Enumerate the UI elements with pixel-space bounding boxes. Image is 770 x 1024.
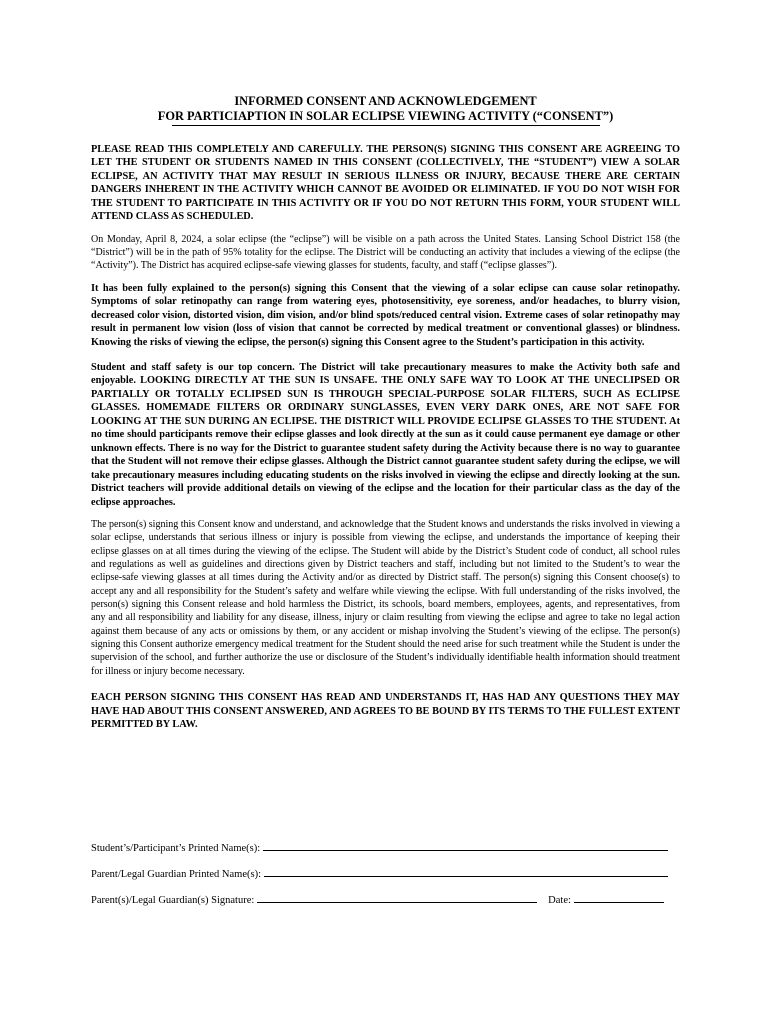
student-name-row — [91, 840, 668, 856]
safety-paragraph: Student and staff safety is our top concern. The District will take precautionary measures to make the Activity both safe and enjoyable. LOOKING DIRECTLY AT THE SUN IS UNSAFE. THE ONLY SAFE WAY TO LOOK AT THE UNECLIPSED OR PARTIALLY OR TOTALLY ECLIPSED SUN IS THROUGH SPECIAL-PURPOSE SOLAR FILTERS, SUCH AS ECLIPSE GLASSES. HOMEMADE FILTERS OR ORDINARY SUNGLASSES, EVEN VERY DARK ONES, ARE NOT SAFE FOR LOOKING AT THE SUN DURING AN ECLIPSE. THE DISTRICT WILL PROVIDE ECLIPSE GLASSES TO THE STUDENT. At no time should participants remove their eclipse glasses and look directly at the sun as it could cause permanent eye damage or other unknown effects. There is no way for the District to guarantee student safety during the Activity because there is no way to guarantee that the Student will not remove their eclipse glasses. Although the District cannot guarantee student safety during the eclipse, we will take precautionary measures including educating students on the risks involved in viewing the eclipse and directly looking at the sun. District teachers will provide additional details on viewing of the eclipse and the location for their particular class as the day of the eclipse approaches. — [91, 362, 680, 508]
release-paragraph: The person(s) signing this Consent know and understand, and acknowledge that the Student knows and understands the risks involved in viewing a solar eclipse, understands that serious illness or injury is possible from viewing the eclipse, and understands the importance of keeping their eclipse glasses on at all times during the viewing of the eclipse. The Student will abide by the District’s Student code of conduct, all school rules and regulations as well as guidelines and directions given by District teachers and staff, including but not limited to the Student’s to wear the eclipse-safe viewing glasses at all times during the Activity and/or as directed by District staff. The person(s) signing this Consent choose(s) to accept any and all responsibility for the Student’s safety and welfare while viewing the eclipse. With full understanding of the risks involved, the person(s) signing this Consent release and hold harmless the District, its schools, board members, employees, agents, and representatives, from any and all responsibility and liability for any disease, illness, injury or claim resulting from viewing the eclipse and agree to take no legal action against them because of any acts or omissions by them, or any accident or mishap involving the Student’s viewing of the eclipse. The person(s) signing this Consent authorize emergency medical treatment for the Student should the need arise for such treatment while the Student is under the supervision of the school, and further authorize the use or disclosure of the Student’s individually identifiable health information should treatment for illness or injury become necessary. — [91, 519, 680, 677]
title-rule — [172, 125, 600, 126]
eclipse-info-paragraph: On Monday, April 8, 2024, a solar eclipse (the “eclipse”) will be visible on a path across the United States. Lansing School District 158 (the “District”) will be in the path of 95% totality for the eclipse. The District will be conducting an activity that includes a viewing of the eclipse (the “Activity”). The District has acquired eclipse-safe viewing glasses for students, faculty, and staff (“eclipse glasses”). — [91, 233, 680, 272]
student-name-label: Student’s/Participant’s Printed Name(s): — [91, 843, 261, 854]
guardian-name-label: Parent/Legal Guardian Printed Name(s): — [91, 869, 261, 880]
date-label: Date: — [548, 895, 571, 906]
signature-row — [91, 892, 664, 908]
warning-paragraph: PLEASE READ THIS COMPLETELY AND CAREFULLY. THE PERSON(S) SIGNING THIS CONSENT ARE AGREEING TO LET THE STUDENT OR STUDENTS NAMED IN THIS CONSENT (COLLECTIVELY, THE “STUDENT”) VIEW A SOLAR ECLIPSE, AN ACTIVITY THAT MAY RESULT IN SERIOUS ILLNESS OR INJURY, BECAUSE THERE ARE CERTAIN DANGERS INHERENT IN THE ACTIVITY WHICH CANNOT BE AVOIDED OR ELIMINATED. IF YOU DO NOT WISH FOR THE STUDENT TO PARTICIPATE IN THIS ACTIVITY OR IF YOU DO NOT RETURN THIS FORM, YOUR STUDENT WILL ATTEND CLASS AS SCHEDULED. — [91, 144, 680, 223]
consent-document — [91, 94, 680, 906]
title-line-2: FOR PARTICIAPTION IN SOLAR ECLIPSE VIEWING ACTIVITY (“CONSENT”) — [157, 109, 614, 123]
signature-label: Parent(s)/Legal Guardian(s) Signature: — [91, 895, 255, 906]
signature-field[interactable] — [257, 892, 537, 903]
student-name-field[interactable] — [263, 840, 668, 851]
retinopathy-paragraph: It has been fully explained to the person(s) signing this Consent that the viewing of a solar eclipse can cause solar retinopathy. Symptoms of solar retinopathy can range from watering eyes, photosensitivity, eye soreness, and/or headaches, to blurry vision, decreased color vision, distorted vision, dim vision, and/or blind spots/reduced central vision. Extreme cases of solar retinopathy may result in permanent low vision (loss of vision that cannot be corrected by medical treatment or conventional glasses) or blindness. Knowing the risks of viewing the eclipse, the person(s) signing this Consent agree to the Student’s participation in this activity. — [91, 282, 680, 348]
title-line-1: INFORMED CONSENT AND ACKNOWLEDGEMENT — [234, 94, 537, 108]
guardian-name-field[interactable] — [264, 866, 668, 877]
agreement-paragraph: EACH PERSON SIGNING THIS CONSENT HAS READ AND UNDERSTANDS IT, HAS HAD ANY QUESTIONS THEY MAY HAVE HAD ABOUT THIS CONSENT ANSWERED, AND AGREES TO BE BOUND BY ITS TERMS TO THE FULLEST EXTENT PERMITTED BY LAW. — [91, 692, 680, 731]
date-field[interactable] — [574, 892, 664, 903]
guardian-name-row — [91, 866, 668, 882]
